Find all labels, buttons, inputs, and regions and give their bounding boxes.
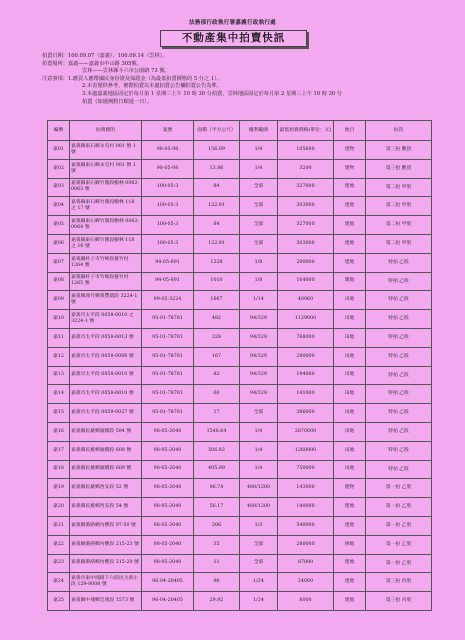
table-row xyxy=(48,159,432,178)
row-land-type: 田地 xyxy=(334,441,366,460)
auction-place-1: 拍賣場所：嘉義——嘉義市中山路 305號。 xyxy=(42,60,142,67)
row-case-number: 94-05-891 xyxy=(142,272,194,291)
row-area: 1228 xyxy=(194,253,240,272)
auction-table xyxy=(47,120,432,611)
col-header-no: 編號 xyxy=(48,121,70,141)
row-target: 嘉義縣民雄鄉頭橋段 609 號 xyxy=(70,460,142,479)
row-number: 嘉07 xyxy=(48,253,70,272)
table-row xyxy=(48,479,432,498)
table-row xyxy=(48,272,432,291)
row-number: 嘉25 xyxy=(48,592,70,611)
row-share: 全部 xyxy=(240,178,278,197)
row-target: 嘉義縣民雄鄉頭橋段 594 號 xyxy=(70,422,142,441)
row-case-number: 96-04-20405 xyxy=(142,592,194,611)
table-row xyxy=(48,253,432,272)
row-share: 94/329 xyxy=(240,310,278,329)
notice-1: 注意事項：1.應買人應帶國民身份證及保證金（為最低拍賣價格的 5 分之 1）。 xyxy=(42,75,222,82)
row-land-type: 建物 xyxy=(334,479,366,498)
row-target: 嘉義縣朴子市竹崎段養竹村 1265 號 xyxy=(70,272,142,291)
row-number: 嘉03 xyxy=(48,178,70,197)
row-area: 506.82 xyxy=(194,441,240,460)
row-case-number: 95-01-78781 xyxy=(142,385,194,404)
row-min-price: 194000 xyxy=(278,366,334,385)
row-target: 嘉義縣中埔鄉忠義段 1573 號 xyxy=(70,592,142,611)
row-auction-round: 特拍 乙股 xyxy=(366,347,432,366)
row-min-price: 105600 xyxy=(278,141,334,160)
table-row xyxy=(48,234,432,253)
row-number: 嘉05 xyxy=(48,216,70,235)
row-share: 全部 xyxy=(240,197,278,216)
table-row xyxy=(48,592,432,611)
row-case-number: 98-05-2040 xyxy=(142,535,194,554)
row-case-number: 98-05-2040 xyxy=(142,498,194,517)
row-land-type: 建物 xyxy=(334,159,366,178)
row-land-type: 田地 xyxy=(334,328,366,347)
row-area: 1010 xyxy=(194,272,240,291)
row-share: 1/4 xyxy=(240,141,278,160)
row-case-number: 95-01-78781 xyxy=(142,328,194,347)
row-land-type: 建地 xyxy=(334,253,366,272)
row-case-number: 98-05-98 xyxy=(142,141,194,160)
row-share: 1/14 xyxy=(240,291,278,310)
row-target: 嘉義市太平段 0058-0010 號 xyxy=(70,366,142,385)
table-row xyxy=(48,141,432,160)
row-auction-round: 第一拍 乙股 xyxy=(366,498,432,517)
row-auction-round: 第一拍 乙股 xyxy=(366,479,432,498)
row-number: 嘉08 xyxy=(48,272,70,291)
row-auction-round: 特拍 乙股 xyxy=(366,328,432,347)
row-area: 60 xyxy=(194,385,240,404)
row-area: 1667 xyxy=(194,291,240,310)
row-area: 29.92 xyxy=(194,592,240,611)
row-case-number: 98-05-98 xyxy=(142,159,194,178)
row-auction-round: 特拍 乙股 xyxy=(366,441,432,460)
row-number: 嘉22 xyxy=(48,535,70,554)
row-case-number: 95-01-78781 xyxy=(142,347,194,366)
row-case-number: 98-05-2040 xyxy=(142,441,194,460)
row-share: 1/4 xyxy=(240,441,278,460)
row-target: 嘉義縣東石鄉竹圍段樹林 0062-0064 號 xyxy=(70,216,142,235)
row-area: 84 xyxy=(194,178,240,197)
row-share: 488/1200 xyxy=(240,479,278,498)
row-min-price: 200000 xyxy=(278,253,334,272)
table-row xyxy=(48,554,432,573)
row-area: 56.17 xyxy=(194,498,240,517)
row-share: 全部 xyxy=(240,216,278,235)
auction-date: 拍賣日期：100.09.07（嘉義）、100.09.14（雲林）。 xyxy=(42,53,168,59)
row-min-price: 768000 xyxy=(278,328,334,347)
row-share: 488/1200 xyxy=(240,498,278,517)
row-number: 嘉20 xyxy=(48,498,70,517)
row-number: 嘉04 xyxy=(48,197,70,216)
table-row xyxy=(48,178,432,197)
row-min-price: 303000 xyxy=(278,197,334,216)
row-area: 405.09 xyxy=(194,460,240,479)
agency-name: 法務部行政執行署嘉義行政執行處 xyxy=(188,20,276,26)
row-share: 全部 xyxy=(240,404,278,423)
row-target: 嘉義縣番路鄉內甕段 215-29 號 xyxy=(70,554,142,573)
auction-table-wrap xyxy=(47,120,431,611)
table-row xyxy=(48,422,432,441)
row-area: 1546.64 xyxy=(194,422,240,441)
table-header-row xyxy=(48,121,432,141)
row-case-number: 98-05-2040 xyxy=(142,554,194,573)
row-land-type: 建地 xyxy=(334,178,366,197)
row-share: 1/8 xyxy=(240,253,278,272)
row-auction-round: 第一拍 乙股 xyxy=(366,516,432,535)
row-min-price: 87000 xyxy=(278,554,334,573)
table-row xyxy=(48,404,432,423)
row-share: 1/4 xyxy=(240,422,278,441)
row-area: 167 xyxy=(194,347,240,366)
row-auction-round: 第一拍 乙股 xyxy=(366,554,432,573)
row-land-type: 林地 xyxy=(334,535,366,554)
notice-3: 3.本處嘉義地區固定於每月第 1 星期三上午 10 時 30 分拍賣，雲林地區固定於每月第 2 星期三上午 10 時 30 分 xyxy=(82,90,343,97)
row-target: 嘉義市太平段 0058-0006 號 xyxy=(70,347,142,366)
row-target: 嘉義縣東石鄉竹圍段樹林 118 之 16 號 xyxy=(70,234,142,253)
row-min-price: 164000 xyxy=(278,272,334,291)
row-case-number: 95-01-78781 xyxy=(142,404,194,423)
row-target: 嘉義縣民雄鄉西安段 52 號 xyxy=(70,479,142,498)
row-case-number: 100-05-3 xyxy=(142,197,194,216)
row-target: 嘉義市東中埔路下六段民主新小段 129-8008 號 xyxy=(70,573,142,592)
row-share: 1/8 xyxy=(240,272,278,291)
row-area: 84 xyxy=(194,216,240,235)
row-target: 嘉義市太平段 0058-0010 之 3224-1 號 xyxy=(70,310,142,329)
row-number: 嘉01 xyxy=(48,141,70,160)
notice-2: 2.本表僅供參考，實際拍賣以本處拍賣公告欄拍賣公告為準。 xyxy=(82,83,222,90)
row-area: 328 xyxy=(194,328,240,347)
page-title: 不動產集中拍賣快訊 xyxy=(160,30,307,47)
row-min-price: 327000 xyxy=(278,216,334,235)
row-case-number: 98-05-2040 xyxy=(142,422,194,441)
notice-4: 拍賣（如遇例假日順延一日）。 xyxy=(82,98,153,105)
row-min-price: 140000 xyxy=(278,498,334,517)
row-number: 嘉18 xyxy=(48,460,70,479)
row-number: 嘉17 xyxy=(48,441,70,460)
row-auction-round: 第二拍 甲股 xyxy=(366,234,432,253)
row-target: 嘉義縣東石鄉竹圍段樹林 118 之 17 號 xyxy=(70,197,142,216)
row-auction-round: 第三拍 丙股 xyxy=(366,573,432,592)
row-case-number: 98-05-2040 xyxy=(142,460,194,479)
row-auction-round: 第二拍 甲股 xyxy=(366,178,432,197)
row-min-price: 8000 xyxy=(278,592,334,611)
row-land-type: 建物 xyxy=(334,141,366,160)
row-auction-round: 第三拍 應買 xyxy=(366,159,432,178)
row-target: 嘉義縣義竹鄉義豐農段 3224-1 號 xyxy=(70,291,142,310)
row-target: 嘉義縣民雄鄉西安段 54 號 xyxy=(70,498,142,517)
row-case-number: 100-05-3 xyxy=(142,234,194,253)
row-case-number: 98-05-2040 xyxy=(142,479,194,498)
row-number: 嘉02 xyxy=(48,159,70,178)
row-land-type: 田地 xyxy=(334,422,366,441)
row-number: 嘉11 xyxy=(48,328,70,347)
row-share: 全部 xyxy=(240,234,278,253)
row-area: 11 xyxy=(194,554,240,573)
row-number: 嘉13 xyxy=(48,366,70,385)
row-land-type: 田地 xyxy=(334,291,366,310)
auction-info xyxy=(42,53,437,106)
row-share: 1/24 xyxy=(240,573,278,592)
row-area: 206 xyxy=(194,516,240,535)
row-target: 嘉義市太平段 0058-0013 號 xyxy=(70,328,142,347)
row-auction-round: 特拍 乙股 xyxy=(366,404,432,423)
row-land-type: 雜地 xyxy=(334,272,366,291)
row-land-type: 建地 xyxy=(334,516,366,535)
row-number: 嘉14 xyxy=(48,385,70,404)
row-land-type: 建地 xyxy=(334,554,366,573)
row-min-price: 1260000 xyxy=(278,441,334,460)
row-case-number: 95-01-78781 xyxy=(142,310,194,329)
table-row xyxy=(48,310,432,329)
row-land-type: 建地 xyxy=(334,234,366,253)
row-share: 94/329 xyxy=(240,385,278,404)
row-share: 94/329 xyxy=(240,347,278,366)
row-land-type: 建地 xyxy=(334,197,366,216)
col-header-price: 最低拍賣價格(單位：元) xyxy=(278,121,334,141)
row-auction-round: 特拍 乙股 xyxy=(366,385,432,404)
table-row xyxy=(48,291,432,310)
row-number: 嘉15 xyxy=(48,404,70,423)
row-min-price: 24000 xyxy=(278,573,334,592)
row-auction-round: 特拍 乙股 xyxy=(366,272,432,291)
row-land-type: 田地 xyxy=(334,385,366,404)
row-land-type: 建地 xyxy=(334,216,366,235)
row-case-number: 96-04-20405 xyxy=(142,573,194,592)
table-row xyxy=(48,498,432,517)
row-share: 1/24 xyxy=(240,592,278,611)
row-auction-round: 第二拍 甲股 xyxy=(366,216,432,235)
table-body xyxy=(48,141,432,611)
row-share: 全部 xyxy=(240,554,278,573)
row-area: 122.91 xyxy=(194,234,240,253)
row-case-number: 100-05-3 xyxy=(142,178,194,197)
row-target: 嘉義市太平段 0059-0027 號 xyxy=(70,404,142,423)
row-min-price: 3200 xyxy=(278,159,334,178)
row-share: 全部 xyxy=(240,535,278,554)
row-area: 35 xyxy=(194,535,240,554)
row-target: 嘉義縣朴子市竹崎段養竹村 1264 號 xyxy=(70,253,142,272)
col-header-share: 權利範圍 xyxy=(240,121,278,141)
row-land-type: 建地 xyxy=(334,573,366,592)
row-land-type: 田地 xyxy=(334,366,366,385)
row-target: 嘉義縣東石鄉竹圍段樹林 0062-0063 號 xyxy=(70,178,142,197)
row-target: 嘉義市太平段 0058-0010 號 xyxy=(70,385,142,404)
row-number: 嘉16 xyxy=(48,422,70,441)
table-row xyxy=(48,516,432,535)
row-target: 嘉義縣東石鄉永屯村 001 號 1 號 xyxy=(70,141,142,160)
row-min-price: 280000 xyxy=(278,347,334,366)
row-min-price: 750000 xyxy=(278,460,334,479)
table-row xyxy=(48,460,432,479)
row-share: 94/329 xyxy=(240,366,278,385)
row-target: 嘉義縣東石鄉永屯村 001 號 1 號 xyxy=(70,159,142,178)
row-land-type: 田地 xyxy=(334,404,366,423)
col-header-area: 面積（平方公尺） xyxy=(194,121,240,141)
row-land-type: 田地 xyxy=(334,347,366,366)
row-number: 嘉12 xyxy=(48,347,70,366)
row-area: 13.86 xyxy=(194,159,240,178)
row-share: 1/4 xyxy=(240,159,278,178)
row-target: 嘉義縣民雄鄉頭橋段 608 號 xyxy=(70,441,142,460)
row-number: 嘉24 xyxy=(48,573,70,592)
row-auction-round: 特拍 乙股 xyxy=(366,366,432,385)
row-land-type: 田地 xyxy=(334,310,366,329)
row-target: 嘉義縣番路鄉內甕段 97-50 號 xyxy=(70,516,142,535)
table-row xyxy=(48,216,432,235)
row-case-number: 95-01-78781 xyxy=(142,366,194,385)
col-header-round: 拍次 xyxy=(366,121,432,141)
row-min-price: 40960 xyxy=(278,291,334,310)
row-auction-round: 第一拍 乙股 xyxy=(366,535,432,554)
row-share: 94/329 xyxy=(240,328,278,347)
row-number: 嘉23 xyxy=(48,554,70,573)
row-number: 嘉06 xyxy=(48,234,70,253)
row-share: 1/4 xyxy=(240,460,278,479)
row-min-price: 1129000 xyxy=(278,310,334,329)
row-case-number: 99-05-3224 xyxy=(142,291,194,310)
row-case-number: 100-05-3 xyxy=(142,216,194,235)
row-min-price: 141000 xyxy=(278,385,334,404)
row-area: 122.91 xyxy=(194,197,240,216)
table-row xyxy=(48,366,432,385)
row-auction-round: 第三拍 應買 xyxy=(366,141,432,160)
table-row xyxy=(48,385,432,404)
row-auction-round: 特拍 乙股 xyxy=(366,460,432,479)
row-number: 嘉09 xyxy=(48,291,70,310)
row-area: 482 xyxy=(194,310,240,329)
row-share: 1/3 xyxy=(240,516,278,535)
row-land-type: 建地 xyxy=(334,592,366,611)
row-case-number: 98-05-2040 xyxy=(142,516,194,535)
row-min-price: 303000 xyxy=(278,234,334,253)
row-auction-round: 第三拍 丙股 xyxy=(366,592,432,611)
row-min-price: 386000 xyxy=(278,404,334,423)
row-auction-round: 特拍 乙股 xyxy=(366,253,432,272)
row-min-price: 540000 xyxy=(278,516,334,535)
row-number: 嘉21 xyxy=(48,516,70,535)
table-row xyxy=(48,441,432,460)
row-area: 156.09 xyxy=(194,141,240,160)
row-area: 82 xyxy=(194,366,240,385)
col-header-target: 拍賣標的 xyxy=(70,121,142,141)
row-auction-round: 特拍 乙股 xyxy=(366,422,432,441)
row-min-price: 2870000 xyxy=(278,422,334,441)
row-number: 嘉19 xyxy=(48,479,70,498)
table-row xyxy=(48,328,432,347)
table-row xyxy=(48,347,432,366)
row-auction-round: 特拍 乙股 xyxy=(366,291,432,310)
col-header-case: 案號 xyxy=(142,121,194,141)
row-min-price: 143000 xyxy=(278,479,334,498)
row-area: 17 xyxy=(194,404,240,423)
row-target: 嘉義縣番路鄉內甕段 215-23 號 xyxy=(70,535,142,554)
table-row xyxy=(48,197,432,216)
row-auction-round: 第二拍 甲股 xyxy=(366,197,432,216)
row-min-price: 280000 xyxy=(278,535,334,554)
col-header-use: 地目 xyxy=(334,121,366,141)
row-auction-round: 特拍 乙股 xyxy=(366,310,432,329)
row-land-type: 田地 xyxy=(334,460,366,479)
row-case-number: 94-05-691 xyxy=(142,253,194,272)
row-land-type: 建地 xyxy=(334,498,366,517)
row-min-price: 327000 xyxy=(278,178,334,197)
auction-place-2: 雲林——雲林縣斗六市公園路 73 號。 xyxy=(82,68,170,75)
row-area: 96 xyxy=(194,573,240,592)
table-row xyxy=(48,535,432,554)
row-area: 96.74 xyxy=(194,479,240,498)
row-number: 嘉10 xyxy=(48,310,70,329)
table-row xyxy=(48,573,432,592)
